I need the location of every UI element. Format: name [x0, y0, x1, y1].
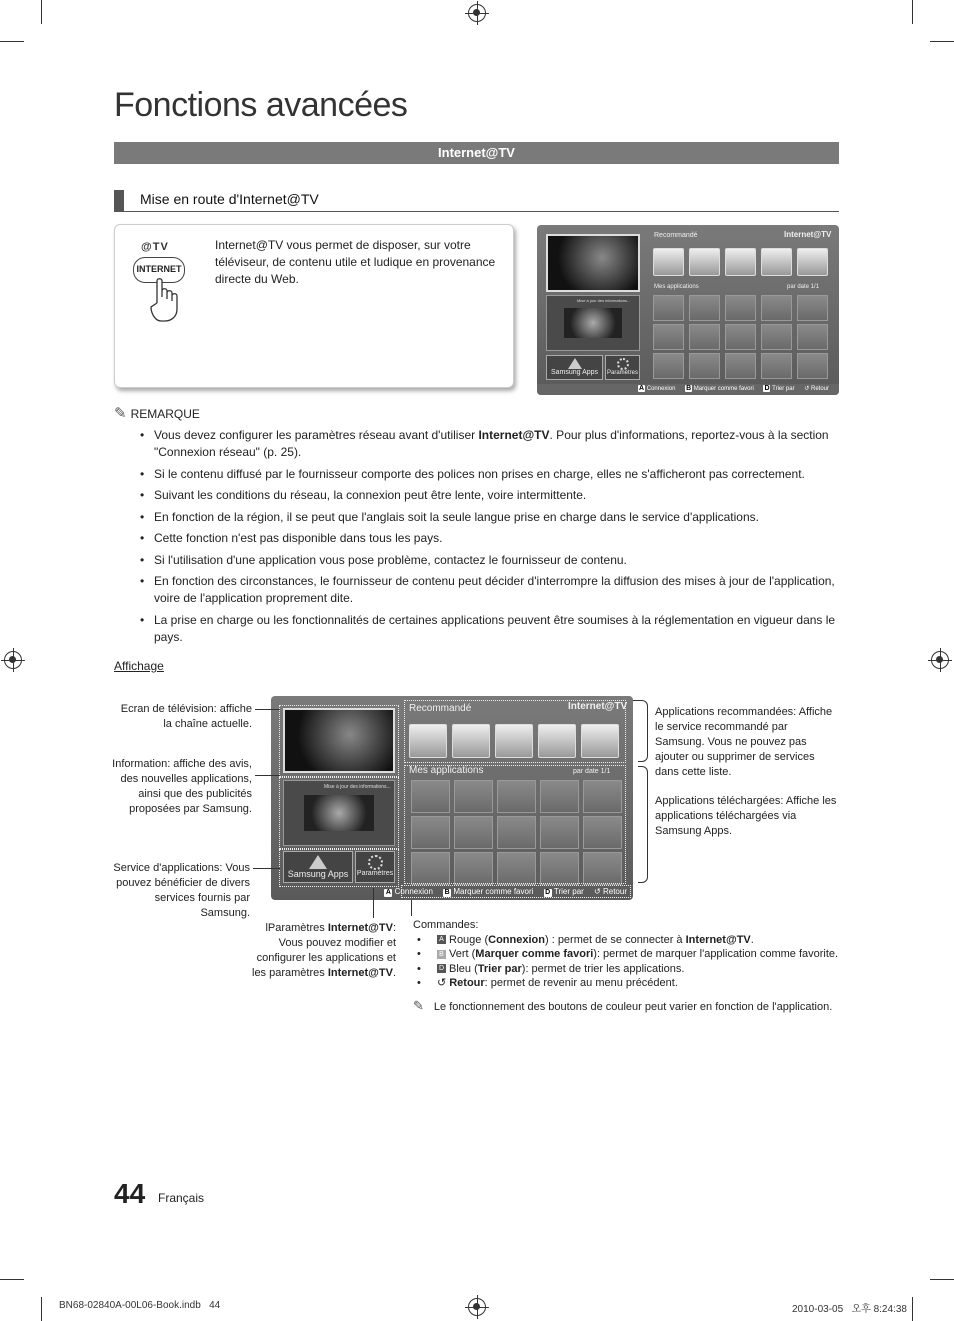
app-slot[interactable] — [725, 324, 756, 350]
commands-note: ✎ Le fonctionnement des boutons de couleur peut varier en fonction de l'application. — [413, 997, 833, 1013]
app-slot[interactable] — [797, 295, 828, 321]
list-item: • Vous devez configurer les paramètres réseau avant d'utiliser Internet@TV. Pour plus d'informations, reportez-vous à la section "Connexion réseau" (p. 25). — [140, 427, 840, 461]
list-item: • Si le contenu diffusé par le fournisseur comporte des polices non prises en charge, elles ne s'afficheront pas correctement. — [140, 466, 840, 483]
app-slot[interactable] — [761, 295, 792, 321]
callout-params: lParamètres Internet@TV: Vous pouvez modifier et configurer les applications et les paramètres Internet@TV. — [252, 922, 396, 979]
sort-label: par date 1/1 — [787, 284, 820, 290]
green-key-icon: B — [437, 950, 446, 959]
section-heading — [114, 190, 839, 212]
info-title: Mise à jour des informations... — [324, 784, 391, 790]
internet-button[interactable]: INTERNET — [133, 257, 185, 283]
list-item: • B Vert (Marquer comme favori): permet de marquer l'application comme favorite. — [413, 947, 843, 962]
tv-screen-outline — [279, 705, 399, 777]
crop-mark — [912, 1297, 913, 1321]
app-slot[interactable] — [725, 353, 756, 379]
callout-downloaded-apps: Applications téléchargées: Affiche les applications téléchargées via Samsung Apps. — [655, 795, 837, 837]
blue-key-icon: D — [438, 965, 445, 973]
tv-footer — [537, 384, 839, 395]
leader-line — [253, 868, 280, 869]
brand-label: Internet@TV — [784, 230, 832, 239]
callout-tv-screen: Ecran de télévision: affiche la chaîne actuelle. — [120, 703, 252, 730]
page-number: 44 — [114, 1178, 146, 1209]
registration-mark-icon — [4, 651, 22, 669]
pencil-icon: ✎ — [413, 997, 424, 1013]
notes-list — [140, 427, 840, 650]
my-apps-outline — [404, 765, 626, 884]
favori-hint[interactable]: B Marquer comme favori — [686, 385, 754, 392]
samsung-apps-button[interactable] — [546, 355, 603, 380]
page-language: Français — [158, 1191, 205, 1205]
heading-bar — [114, 190, 124, 211]
recommended-label: Recommandé — [409, 703, 472, 714]
leader-line — [373, 888, 374, 918]
recommended-label: Recommandé — [654, 232, 698, 239]
intro-card — [114, 224, 514, 388]
game-app-icon[interactable] — [689, 248, 720, 276]
leader-line — [411, 900, 412, 916]
samsung-apps-icon — [568, 358, 582, 369]
hand-icon — [149, 277, 189, 323]
return-icon: ↺ — [594, 887, 601, 896]
remote-button-icon — [131, 239, 191, 329]
print-file-info: BN68-02840A-00L06-Book.indb 44 — [59, 1300, 221, 1311]
tv-ui-diagram — [271, 696, 633, 900]
commands-title: Commandes: — [413, 919, 479, 931]
crop-mark — [0, 41, 24, 42]
tv-ui-thumbnail — [537, 225, 839, 395]
crop-mark — [41, 0, 42, 24]
tv-screen-preview — [546, 234, 640, 292]
app-slot[interactable] — [761, 324, 792, 350]
leader-line — [255, 775, 280, 776]
people-app-icon[interactable] — [725, 248, 756, 276]
commands-list — [413, 933, 843, 991]
callout-service: Service d'applications: Vous pouvez bénéficier de divers services fournis par Samsung. — [113, 862, 250, 919]
info-outline — [279, 777, 399, 849]
list-item: • La prise en charge ou les fonctionnalités de certaines applications peuvent être soumises à la réglementation en vigueur dans le pays. — [140, 612, 840, 646]
sort-label: par date 1/1 — [573, 768, 611, 775]
return-icon: ↺ — [804, 386, 810, 392]
crop-mark — [0, 1279, 24, 1280]
list-item: • ↺ Retour: permet de revenir au menu précédent. — [413, 976, 843, 991]
list-item: • Cette fonction n'est pas disponible dans tous les pays. — [140, 530, 840, 547]
red-key-icon: A — [437, 935, 446, 944]
leader-line — [255, 709, 280, 710]
app-slot[interactable] — [653, 295, 684, 321]
app-slot[interactable] — [653, 353, 684, 379]
app-slot[interactable] — [761, 353, 792, 379]
callout-information: Information: affiche des avis, des nouvelles applications, ainsi que des publicités proposées par Samsung. — [112, 758, 252, 815]
crop-mark — [41, 1297, 42, 1321]
app-slot[interactable] — [797, 353, 828, 379]
callout-recommended-apps: Applications recommandées: Affiche le service recommandé par Samsung. Vous ne pouvez pas ajouter ou supprimer de services dans cette liste. — [655, 706, 833, 778]
print-date-info: 2010-03-05 오후 8:24:38 — [792, 1304, 907, 1315]
favori-hint[interactable]: B Marquer comme favori — [444, 887, 534, 896]
samsung-apps-label: Samsung Apps — [287, 869, 349, 879]
movie-app-icon[interactable] — [653, 248, 684, 276]
affichage-heading: Affichage — [114, 659, 164, 673]
crop-mark — [912, 0, 913, 24]
section-band: Internet@TV — [114, 142, 839, 164]
settings-label: Paramètres — [356, 870, 394, 877]
settings-label: Paramètres — [606, 370, 638, 376]
settings-button[interactable] — [605, 355, 640, 380]
samsung-apps-label: Samsung Apps — [550, 369, 599, 376]
my-apps-label: Mes applications — [654, 284, 699, 290]
retour-hint[interactable]: ↺ Retour — [594, 887, 627, 896]
info-title: Mise à jour des informations... — [577, 298, 631, 303]
info-image — [564, 308, 623, 338]
recommended-outline — [404, 700, 626, 763]
crop-mark — [930, 1279, 954, 1280]
section-title: Mise en route d'Internet@TV — [140, 191, 319, 207]
intro-text: Internet@TV vous permet de disposer, sur votre téléviseur, de contenu utile et ludique en provenance directe du Web. — [215, 238, 496, 286]
list-item: • D Bleu (Trier par): permet de trier les applications. — [413, 962, 843, 977]
tv-footer — [271, 886, 633, 898]
trier-hint[interactable]: D Trier par — [545, 887, 584, 896]
bracket-recommended — [638, 700, 648, 762]
trier-hint[interactable]: D Trier par — [764, 385, 795, 392]
news-app-icon[interactable] — [761, 248, 792, 276]
apps-service-outline — [279, 849, 399, 887]
registration-mark-icon — [931, 651, 949, 669]
list-item: • Suivant les conditions du réseau, la connexion peut être lente, voire intermittente. — [140, 487, 840, 504]
bird-app-icon[interactable] — [797, 248, 828, 276]
app-slot[interactable] — [725, 295, 756, 321]
crop-mark — [930, 41, 954, 42]
brand-label: Internet@TV — [568, 701, 628, 712]
commands-block — [413, 918, 843, 1014]
retour-hint[interactable]: ↺ Retour — [804, 384, 829, 395]
my-apps-label: Mes applications — [409, 765, 484, 776]
list-item: • En fonction de la région, il se peut que l'anglais soit la seule langue prise en charge dans le service d'applications. — [140, 509, 840, 526]
list-item: • Si l'utilisation d'une application vous pose problème, contactez le fournisseur de contenu. — [140, 552, 840, 569]
return-icon: ↺ — [437, 977, 447, 989]
list-item: • En fonction des circonstances, le fournisseur de contenu peut décider d'interrompre la diffusion des mises à jour de l'application, voire de l'application proprement dite. — [140, 573, 840, 607]
connexion-hint[interactable]: A Connexion — [385, 887, 433, 896]
pencil-icon: ✎ — [114, 405, 127, 422]
registration-mark-icon — [468, 4, 486, 22]
app-slot[interactable] — [653, 324, 684, 350]
bracket-downloaded — [638, 766, 648, 883]
list-item: • A Rouge (Connexion) : permet de se connecter à Internet@TV. — [413, 933, 843, 948]
info-panel — [546, 295, 640, 351]
app-slot[interactable] — [689, 295, 720, 321]
app-slot[interactable] — [797, 324, 828, 350]
remote-top-label: @TV — [141, 241, 169, 253]
gear-icon — [617, 358, 629, 370]
connexion-hint[interactable]: A Connexion — [639, 385, 676, 392]
remarque-heading: ✎ REMARQUE — [114, 405, 200, 422]
page-title: Fonctions avancées — [114, 86, 408, 124]
registration-mark-icon — [468, 1298, 486, 1316]
app-slot[interactable] — [689, 324, 720, 350]
app-slot[interactable] — [689, 353, 720, 379]
